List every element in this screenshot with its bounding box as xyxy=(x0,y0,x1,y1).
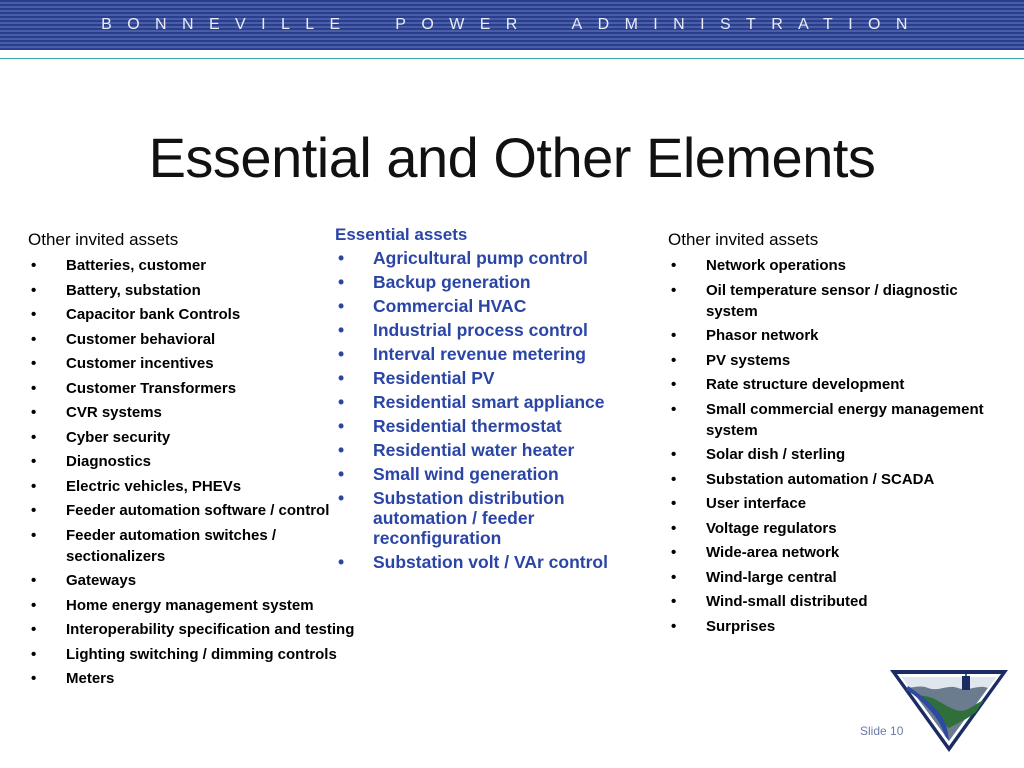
left-column-item-label: Battery, substation xyxy=(66,281,201,299)
middle-column-list-item xyxy=(335,248,635,268)
left-column-list-item xyxy=(28,619,358,640)
left-column-item-label: Interoperability specification and testing xyxy=(66,621,355,638)
left-column-list-item xyxy=(28,668,358,689)
bullet-icon: • xyxy=(31,621,37,638)
left-column-item-label: Customer Transformers xyxy=(66,379,237,397)
right-column-item-label: PV systems xyxy=(706,351,791,369)
bullet-icon: • xyxy=(31,355,37,372)
bullet-icon: • xyxy=(338,368,345,388)
middle-column-item-label: Residential thermostat xyxy=(373,416,562,436)
right-column-item-label: Wide-area network xyxy=(706,544,840,561)
bullet-icon: • xyxy=(338,344,345,364)
right-column-list-item xyxy=(668,374,1008,395)
right-column-item-label: Oil temperature sensor / diagnostic system xyxy=(706,281,958,320)
left-column-item-label: CVR systems xyxy=(66,404,162,421)
middle-column-list-item xyxy=(335,320,635,340)
left-column-list-item xyxy=(28,500,358,521)
right-column-item-label: Phasor network xyxy=(706,327,819,344)
left-column-list-item xyxy=(28,304,358,325)
middle-column-list-item xyxy=(335,552,635,572)
middle-column-list-item xyxy=(335,368,635,388)
bullet-icon: • xyxy=(671,495,677,512)
right-column-list-item xyxy=(668,255,1008,276)
right-column-list-item xyxy=(668,567,1008,588)
right-column-list xyxy=(668,255,1008,637)
bullet-icon: • xyxy=(31,330,37,348)
left-column-list-item xyxy=(28,402,358,423)
bullet-icon: • xyxy=(671,470,677,488)
bullet-icon: • xyxy=(31,281,37,299)
left-column-item-label: Home energy management system xyxy=(66,596,314,614)
right-column-heading: Other invited assets xyxy=(668,230,819,249)
left-column-item-label: Cyber security xyxy=(66,428,171,446)
bpa-logo-icon xyxy=(888,666,1010,756)
middle-column-heading: Essential assets xyxy=(335,225,468,244)
bullet-icon: • xyxy=(671,376,677,393)
middle-column-list-item xyxy=(335,440,635,460)
bullet-icon: • xyxy=(31,526,37,544)
left-column-list-item xyxy=(28,476,358,497)
middle-column-list-item xyxy=(335,296,635,316)
bullet-icon: • xyxy=(31,379,37,397)
right-column-list-item xyxy=(668,518,1008,539)
bullet-icon: • xyxy=(31,428,37,446)
middle-column-item-label: Residential smart appliance xyxy=(373,392,605,412)
right-column xyxy=(668,230,1008,640)
right-column-list-item xyxy=(668,542,1008,563)
left-column-item-label: Customer incentives xyxy=(66,355,214,372)
bullet-icon: • xyxy=(338,552,345,572)
bullet-icon: • xyxy=(31,572,37,589)
middle-column-item-label: Small wind generation xyxy=(373,464,559,484)
bullet-icon: • xyxy=(338,296,345,316)
bullet-icon: • xyxy=(671,400,677,418)
left-column xyxy=(28,230,358,693)
bullet-icon: • xyxy=(338,248,345,268)
divider-line xyxy=(0,58,1024,59)
right-column-item-label: User interface xyxy=(706,495,807,512)
bullet-icon: • xyxy=(671,519,677,537)
bullet-icon: • xyxy=(338,488,345,508)
middle-column-item-label: Industrial process control xyxy=(373,320,588,340)
middle-column-item-label: Substation volt / VAr control xyxy=(373,552,608,572)
right-column-item-label: Wind-large central xyxy=(706,568,837,586)
left-column-item-label: Diagnostics xyxy=(66,453,152,470)
left-column-list-item xyxy=(28,255,358,276)
middle-column-list-item xyxy=(335,272,635,292)
bullet-icon: • xyxy=(338,416,345,436)
middle-column-item-label: Residential water heater xyxy=(373,440,575,460)
left-column-item-label: Gateways xyxy=(66,572,137,589)
right-column-item-label: Small commercial energy management system xyxy=(706,400,984,439)
left-column-list-item xyxy=(28,644,358,665)
middle-column-item-label: Commercial HVAC xyxy=(373,296,527,316)
middle-column-list-item xyxy=(335,464,635,484)
bullet-icon: • xyxy=(31,306,37,323)
middle-column-item-label: Residential PV xyxy=(373,368,495,388)
banner-text: BONNEVILLE POWER ADMINISTRATION xyxy=(101,16,923,33)
bullet-icon: • xyxy=(338,320,345,340)
right-column-list-item xyxy=(668,350,1008,371)
bullet-icon: • xyxy=(671,257,677,274)
middle-column-list-item xyxy=(335,344,635,364)
bullet-icon: • xyxy=(338,272,345,292)
bullet-icon: • xyxy=(671,617,677,635)
right-column-list-item xyxy=(668,493,1008,514)
bullet-icon: • xyxy=(671,351,677,369)
right-column-list-item xyxy=(668,399,1008,441)
bullet-icon: • xyxy=(31,596,37,614)
middle-column-list-item xyxy=(335,416,635,436)
bullet-icon: • xyxy=(338,440,345,460)
bullet-icon: • xyxy=(338,392,345,412)
bullet-icon: • xyxy=(671,568,677,586)
left-column-list-item xyxy=(28,570,358,591)
bullet-icon: • xyxy=(671,593,677,610)
right-column-item-label: Wind-small distributed xyxy=(706,593,868,610)
middle-column xyxy=(335,225,635,576)
right-column-list-item xyxy=(668,469,1008,490)
bullet-icon: • xyxy=(671,281,677,299)
right-column-item-label: Rate structure development xyxy=(706,376,905,393)
bullet-icon: • xyxy=(31,257,37,274)
left-column-item-label: Customer behavioral xyxy=(66,330,216,348)
left-column-list-item xyxy=(28,427,358,448)
right-column-item-label: Solar dish / sterling xyxy=(706,446,846,463)
left-column-item-label: Feeder automation software / control xyxy=(66,502,330,519)
right-column-list-item xyxy=(668,325,1008,346)
bullet-icon: • xyxy=(671,544,677,561)
middle-column-item-label: Backup generation xyxy=(373,272,531,292)
header-banner xyxy=(0,0,1024,50)
left-column-list-item xyxy=(28,280,358,301)
left-column-list-item xyxy=(28,378,358,399)
middle-column-item-label: Interval revenue metering xyxy=(373,344,586,364)
right-column-item-label: Surprises xyxy=(706,617,776,635)
left-column-list-item xyxy=(28,595,358,616)
bullet-icon: • xyxy=(31,645,37,663)
middle-column-item-label: Substation distribution automation / feeder reconfiguration xyxy=(373,488,565,548)
right-column-item-label: Network operations xyxy=(706,257,847,274)
left-column-item-label: Meters xyxy=(66,670,115,687)
left-column-list-item xyxy=(28,353,358,374)
middle-column-list-item xyxy=(335,488,635,548)
bullet-icon: • xyxy=(31,670,37,687)
left-column-list-item xyxy=(28,525,358,567)
middle-column-item-label: Agricultural pump control xyxy=(373,248,588,268)
right-column-item-label: Voltage regulators xyxy=(706,519,837,537)
left-column-item-label: Capacitor bank Controls xyxy=(66,306,241,323)
bullet-icon: • xyxy=(31,477,37,495)
left-column-item-label: Batteries, customer xyxy=(66,257,207,274)
bullet-icon: • xyxy=(31,453,37,470)
right-column-list-item xyxy=(668,280,1008,322)
slide-title: Essential and Other Elements xyxy=(148,126,876,189)
left-column-item-label: Electric vehicles, PHEVs xyxy=(66,477,242,495)
bullet-icon: • xyxy=(671,446,677,463)
left-column-item-label: Lighting switching / dimming controls xyxy=(66,645,337,663)
right-column-list-item xyxy=(668,616,1008,637)
left-column-item-label: Feeder automation switches / sectionalizers xyxy=(66,526,277,565)
right-column-item-label: Substation automation / SCADA xyxy=(706,470,935,488)
left-column-list-item xyxy=(28,451,358,472)
right-column-list-item xyxy=(668,591,1008,612)
middle-column-list xyxy=(335,248,635,572)
bullet-icon: • xyxy=(671,327,677,344)
bullet-icon: • xyxy=(31,502,37,519)
left-column-list xyxy=(28,255,358,689)
bullet-icon: • xyxy=(31,404,37,421)
left-column-list-item xyxy=(28,329,358,350)
middle-column-list-item xyxy=(335,392,635,412)
right-column-list-item xyxy=(668,444,1008,465)
bullet-icon: • xyxy=(338,464,345,484)
slide-number: Slide 10 xyxy=(860,724,904,738)
left-column-heading: Other invited assets xyxy=(28,230,179,249)
